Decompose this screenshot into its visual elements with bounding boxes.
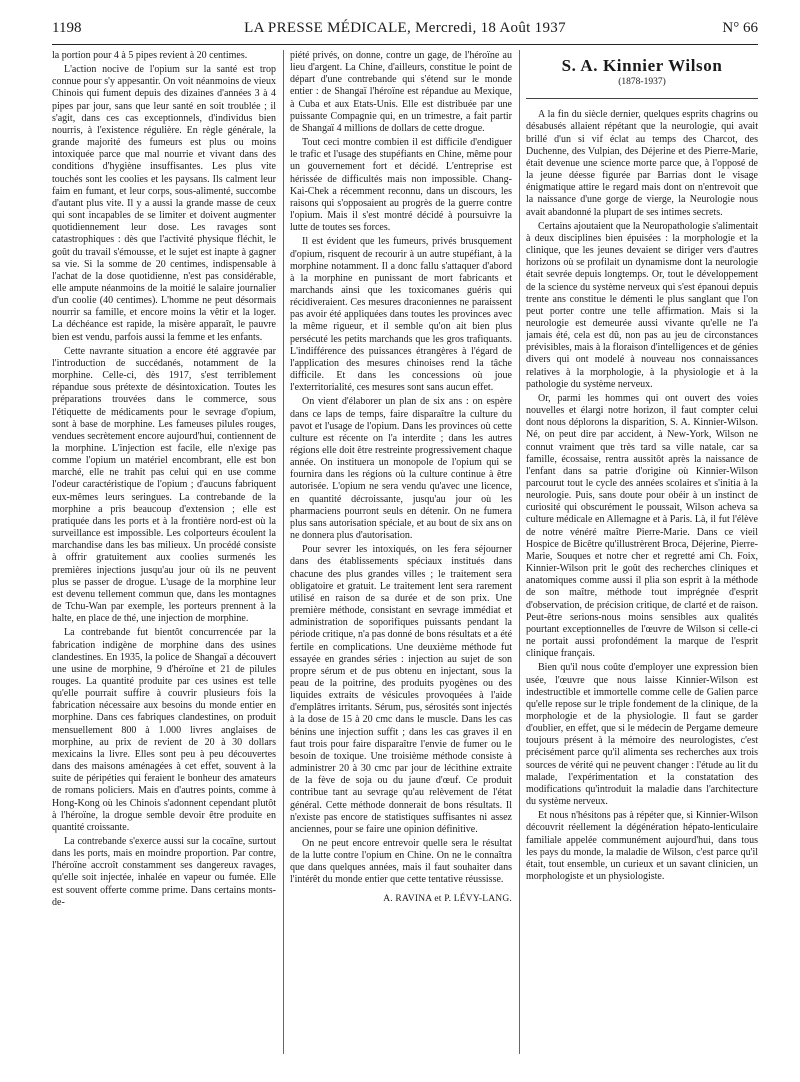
paragraph: piété privés, on donne, contre un gage, de l'héroïne au lieu d'argent. La Chine, d'ailleurs, constitue le point de départ d'une contrebande qui s'étend sur le monde entier : de Shangaï l'héroïne est répandue au Mexique, à Cuba et aux Etats-Unis. Elle est distribuée par une puissante Compagnie qui, en un trimestre, a fait partir de Shangaï 4 millions de dollars de cette drogue. xyxy=(290,50,512,134)
paragraph: La contrebande fut bientôt concurrencée par la fabrication indigène de morphine dans des usines clandestines. En 1935, la police de Shangaï a découvert une usine de morphine, 9 d'héroïne et 21 de pilules rouges. La quantité produite par ces usines est telle qu'elle pourrait suffire à couvrir plusieurs fois la fabrication nécessaire aux besoins du monde entier en morphine. Dans ces fabriques clandestines, on produit mensuellement 800 à 1.000 livres anglaises de morphine, au prix de revient de 20 à 30 dollars mexicains la livre. Elles sont peu à peu découvertes dans des maisons aménagées à cet effet, souvent à la suite de péripéties qui feraient le bonheur des amateurs de romans policiers. Mais en d'autres points, comme à Hong-Kong où les Chinois s'adonnent cependant plutôt à l'héroïne, la drogue semble devoir être produite en quantité croissante. xyxy=(52,627,276,833)
paragraph: La contrebande s'exerce aussi sur la cocaïne, surtout dans les ports, mais en moindre proportion. Par contre, l'héroïne accroît constamment ses dangereux ravages, qu'elle soit injectée, inhalée en vapeur ou fumée. Elle est souvent offerte comme prime. Dans certains monts-de- xyxy=(52,836,276,908)
column-left xyxy=(52,50,276,1062)
obituary-dates: (1878-1937) xyxy=(618,77,666,88)
paragraph: On vient d'élaborer un plan de six ans : on espère dans ce laps de temps, faire disparaître la culture du pavot et l'usage de l'opium. Dans les provinces où cette culture est récente on l'a interdite ; dans les autres régions elle doit être restreinte progressivement chaque année. On instituera un monopole de l'opium qui se fournira dans les régions où la culture continue à être autorisée. L'opium ne sera vendu qu'avec une licence, en quantité décroissante, jusqu'au jour où les pharmaciens pourront seuls en détenir. On ne fumera plus sans autorisation spéciale, et au bout de six ans on ne donnera plus d'autorisation. xyxy=(290,396,512,542)
page-number: 1198 xyxy=(52,20,82,36)
paragraph: Certains ajoutaient que la Neuropathologie s'alimentait à deux disciplines bien épuisées : la morphologie et la clinique, que les jeunes devaient se diriger vers d'autres horizons où se profilait un dynamisme dont la neurologie était sevrée depuis longtemps. Or, tout le développement de la science du système nerveux qui s'est épanoui depuis trente ans constitue le démenti le plus sanglant que l'on peut porter contre une telle affirmation. Mais si la neurologie est demeurée aussi vivante qu'elle ne l'a jamais été, cela est dû, non pas au jeu de circonstances prévisibles, mais à la floraison d'intelligences et de génies divers qui ont modelé à nouveau nos connaissances relatives à la morphologie, à la physiologie et à la pathologie du système nerveux. xyxy=(526,220,758,390)
obituary-rule xyxy=(526,98,758,99)
obituary-title: S. A. Kinnier Wilson xyxy=(561,56,723,75)
column-right xyxy=(526,50,758,1062)
paragraph: Il est évident que les fumeurs, privés brusquement d'opium, risquent de recourir à un autre stupéfiant, à la morphine notamment. Il a donc fallu s'attaquer d'abord à la morphine en punissant de mort fabricants et marchands ainsi que les toxicomanes guéris qui récidiveraient. Ces mesures draconiennes ne paraissent pas avoir été appliquées dans toutes les provinces avec la même rigueur, et il semble qu'on ait bien plus persécuté les petits marchands que les gros trafiquants. L'indifférence des puissances étrangères à l'égard de l'application des mesures chinoises rend la tâche difficile. Et dans les concessions où joue l'exterritorialité, ces mesures sont sans aucun effet. xyxy=(290,236,512,394)
paragraph: Pour sevrer les intoxiqués, on les fera séjourner dans des établissements spéciaux institués dans chacune des plus grandes villes ; le traitement sera obligatoire et gratuit. Le traitement lent sera rarement utilisé en raison de sa durée et de son prix. Une première méthode, consistant en sevrage immédiat et administration de soporifiques puissants pendant la période critique, n'a pas donné de bons résultats et a été fertile en complications. Une deuxième méthode fut essayée en grandes séries : injection au sujet de son propre sérum et de pus obtenu en injectant, sous la peau de la poitrine, des produits pyogènes ou des liquides extraits de vésicules provoquées à l'aide d'emplâtres irritants. Sérum, pus, sérosités sont injectés à la dose de 15 à 20 cmc dans le muscle. Dans les cas bénins une injection suffit ; dans les cas graves il en faut trois pour faire disparaître l'envie de fumer ou le besoin de toxique. Une troisième méthode consiste à administrer 20 à 30 cmc par jour de lécithine extraite de la fève de soja ou du jaune d'œuf. Ce produit contribue tant au sevrage qu'au relèvement de l'état général. Cette méthode donnerait de bons résultats. Il n'existe pas encore de statistiques suffisantes ni assez anciennes, pour se faire une opinion définitive. xyxy=(290,544,512,835)
column-middle xyxy=(290,50,512,1062)
paragraph: Or, parmi les hommes qui ont ouvert des voies nouvelles et élargi notre horizon, il faut compter celui dont nous déplorons la disparition, S. A. Kinnier-Wilson. Né, on peut dire par accident, à New-York, Wilson ne connut vraiment que très tard sa ville natale, car sa famille, écossaise, rentra aussitôt après la naissance de l'enfant dans sa patrie d'origine où Kinnier-Wilson parcourut tout le cycle des années scolaires et s'initia à la neurologie. Puis, sans doute pour obéir à un instinct de curiosité qui obscurément le poussait, Wilson acheva sa culture médicale en Allemagne et à Paris. Là, il fut l'élève de notre vénéré maître Pierre-Marie. Dans ce vieil Hospice de Bicêtre qu'illustrèrent Broca, Déjerine, Pierre-Marie, Souques et notre cher et regretté ami Ch. Foix, Kinnier-Wilson prit le goût des recherches cliniques et anatomiques comme aussi il plia son esprit à la méthode de son maître, méthode tout imprégnée d'esprit d'observation, de précision critique, de clarté et de raison. Peut-être serions-nous moins sensibles aux qualités pourtant exceptionnelles de l'œuvre de Wilson si celle-ci ne portait aussi profondément la marque de l'esprit clinique français. xyxy=(526,392,758,660)
paragraph: la portion pour 4 à 5 pipes revient à 20 centimes. xyxy=(52,50,248,61)
paragraph: Cette navrante situation a encore été aggravée par l'introduction de succédanés, notamment de la morphine. Celle-ci, dès 1917, s'est terriblement répandue sous prétexte de désintoxication. Toutes les préparations trouvées dans le commerce, sous l'étiquette de médicaments pour le sevrage d'opium, sont à base de morphine. Les fameuses pilules rouges, vendues secrètement encore aujourd'hui, contiennent de la morphine. L'injection est facile, elle n'exige pas comme l'opium un matériel encombrant, elle est bon marché, elle ne trahit pas celui qui en use comme l'odeur caractéristique de l'opium ; d'aucuns fabriquent eux-mêmes leurs seringues. La contrebande de la morphine a pris beaucoup d'extension ; elle est pratiquée dans les ports et à la frontière nord-est où la surveillance est impossible. Les colporteurs écoulent la marchandise dans les bas milieux. Un procédé consiste à offrir gratuitement aux coolies surmenés les premières injections jusqu'au jour où ils ne peuvent plus se passer de drogue. L'usage de la morphine leur est devenu tellement commun que, dans les montagnes de Tchu-Wan par exemple, les porteurs prennent à la halte, en place de thé, une injection de morphine. xyxy=(52,345,276,625)
paragraph: A la fin du siècle dernier, quelques esprits chagrins ou désabusés allaient répétant que la neurologie, qui avait brillé d'un si vif éclat au temps des Charcot, des Duchenne, des Vulpian, des Déjerine et des Pierre-Marie, était devenue une science morte parce que, à l'opposé de la jeune déesse figurée par Barrias dont le visage énigmatique attire le regard mais dont on n'entrevoit que la naissance d'une gorge de vierge, la Neurologie nous avait abandonné la plupart de ses intimes secrets. xyxy=(526,109,758,218)
paragraph: Bien qu'il nous coûte d'employer une expression bien usée, l'œuvre que nous laisse Kinnier-Wilson est indestructible et immortelle comme celle de Galien parce qu'elle repose sur le triple fondement de la clinique, de la morphologie et de la physiologie. Il faut se garder d'oublier, en effet, que si le médecin de Pergame demeure toujours présent à la mémoire des neurologistes, c'est précisément parce qu'il alimenta ses recherches aux trois sources de vérité qui ne peuvent changer : l'étude au lit du malade, l'expérimentation et la constatation des modifications qu'introduit la maladie dans l'architecture du système nerveux. xyxy=(526,662,758,808)
journal-title: LA PRESSE MÉDICALE, Mercredi, 18 Août 1937 xyxy=(244,20,566,36)
header-rule xyxy=(52,44,758,45)
paragraph: On ne peut encore entrevoir quelle sera le résultat de la lutte contre l'opium en Chine. On ne le connaîtra que dans quelques années, mais il faut souhaiter dans l'intérêt du monde entier que cette tentative réussisse. xyxy=(290,838,512,886)
column-divider xyxy=(519,50,520,1054)
page-header xyxy=(52,20,758,44)
paragraph: L'action nocive de l'opium sur la santé est trop connue pour s'y appesantir. On voit néanmoins de vieux Chinois qui fument depuis des dizaines d'années 3 à 4 pipes par jour, sans que leur santé en soit troublée ; il s'agit, dans ces cas exceptionnels, d'individus bien nourris, à l'existence régulière. En règle générale, la grande majorité des fumeurs est plus ou moins intoxiquée parce que mal nourrie et vivant dans des conditions d'hygiène insuffisantes. Les plus vite touchés sont les coolies et les paysans. Ils calment leur faim en fumant, et leur corps, sous-alimenté, succombe d'autant plus vite. Il y a aussi la grande masse de ceux qui sont incapables de se limiter et doivent augmenter quotidiennement leur dose. Les ravages sont catastrophiques : dès que l'activité physique fléchit, le goût du travail s'émousse, et le sujet est inapte à gagner sa vie. Si la somme de 20 centimes, indispensable à l'achat de la dose quotidienne, n'est pas considérable, elle ampute néanmoins de la moitié le salaire journalier d'un coolie (40 centimes). L'homme ne peut désormais nourrir sa famille, et encore moins la vêtir et la loger. La déchéance est rapide, la misère apparaît, le pauvre bien est vendu, parfois aussi la femme et les enfants. xyxy=(52,64,276,343)
paragraph: Tout ceci montre combien il est difficile d'endiguer le trafic et l'usage des stupéfiants en Chine, même pour un gouvernement fort et décidé. L'entreprise est hérissée de difficultés mais non impossible. Chang-Kai-Chek a récemment reconnu, dans un discours, les raisons qui s'opposaient au progrès de la guerre contre l'opium. Mais il s'est montré décidé à poursuivre la lutte de toutes ses forces. xyxy=(290,137,512,234)
issue-number: N° 66 xyxy=(722,20,758,36)
paragraph: Et nous n'hésitons pas à répéter que, si Kinnier-Wilson découvrit réellement la dégénération hépato-lenticulaire familiale appelée communément aujourd'hui, dans tous les pays du monde, la maladie de Wilson, c'est parce qu'il était, tout ensemble, un curieux et un savant clinicien, un morphologiste et un physiologiste. xyxy=(526,810,758,882)
column-divider xyxy=(283,50,284,1054)
article-signature: A. RAVINA et P. LÉVY-LANG. xyxy=(383,893,512,904)
